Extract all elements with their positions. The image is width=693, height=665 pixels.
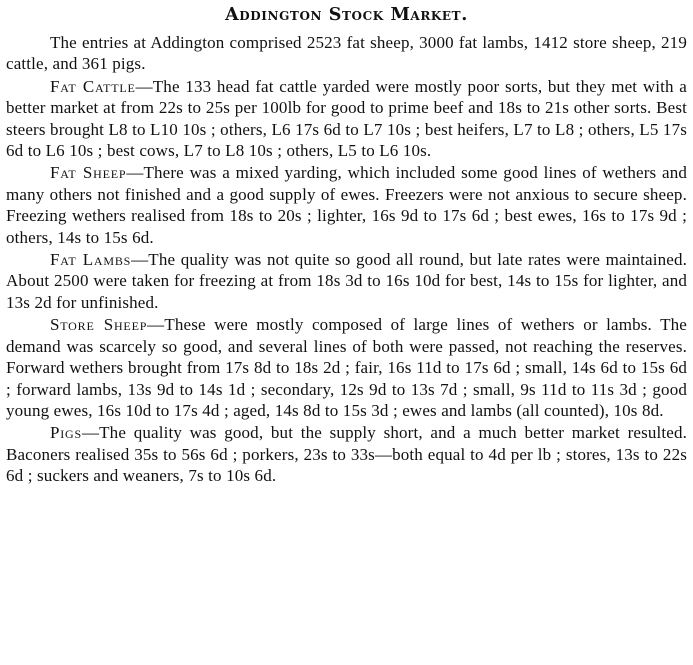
- section-heading: Pigs: [50, 423, 82, 443]
- section-fat-sheep: [6, 162, 687, 248]
- section-store-sheep: [6, 314, 687, 421]
- section-body: —There was a mixed yarding, which included some good lines of wethers and many others not finished and a good supply of ewes. Freezers were not anxious to secure sheep. Freezing wethers realised from 18s to 20s ; lighter, 16s 9d to 17s 6d ; best ewes, 16s to 17s 9d ; others, 14s to 15s 6d.: [6, 163, 687, 247]
- section-heading: Store Sheep: [50, 315, 148, 335]
- section-heading: Fat Sheep: [50, 163, 127, 183]
- section-body: —The quality was good, but the supply short, and a much better market resulted. Baconers realised 35s to 56s 6d ; porkers, 23s to 33s—both equal to 4d per lb ; stores, 13s to 22s 6d ; suckers and weaners, 7s to 10s 6d.: [6, 423, 687, 486]
- section-body: —The quality was not quite so good all round, but late rates were maintained. About 2500 were taken for freezing at from 18s 3d to 16s 10d for best, 14s to 15s for lighter, and 13s 2d for unfinished.: [6, 250, 688, 312]
- section-pigs: [6, 422, 687, 486]
- article-title: Addington Stock Market.: [225, 5, 468, 25]
- section-body: —The 133 head fat cattle yarded were mostly poor sorts, but they met with a better market at from 22s to 25s per 100lb for good to prime beef and 18s to 21s other sorts. Best steers brought L8 to L10 10s ; others, L6 17s 6d to L7 10s ; best heifers, L7 to L8 ; others, L5 17s 6d to L6 10s ; best cows, L7 to L8 10s ; others, L5 to L6 10s.: [6, 76, 687, 161]
- intro-paragraph: The entries at Addington comprised 2523 fat sheep, 3000 fat lambs, 1412 store sheep, 219 cattle, and 361 pigs.: [6, 33, 687, 74]
- section-heading: Fat Cattle: [50, 76, 136, 96]
- section-heading: Fat Lambs: [50, 250, 132, 270]
- section-fat-cattle: [6, 76, 687, 162]
- section-body: —These were mostly composed of large lines of wethers or lambs. The demand was scarcely so good, and several lines of both were passed, not reaching the reserves. Forward wethers brought from 17s 8d to 18s 2d ; fair, 16s 11d to 17s 6d ; small, 14s 6d to 15s 6d ; forward lambs, 13s 9d to 14s 1d ; secondary, 12s 9d to 13s 7d ; small, 9s 11d to 11s 3d ; good young ewes, 16s 10d to 17s 4d ; aged, 14s 8d to 15s 3d ; ewes and lambs (all counted), 10s 8d.: [6, 315, 687, 420]
- section-fat-lambs: [6, 249, 687, 313]
